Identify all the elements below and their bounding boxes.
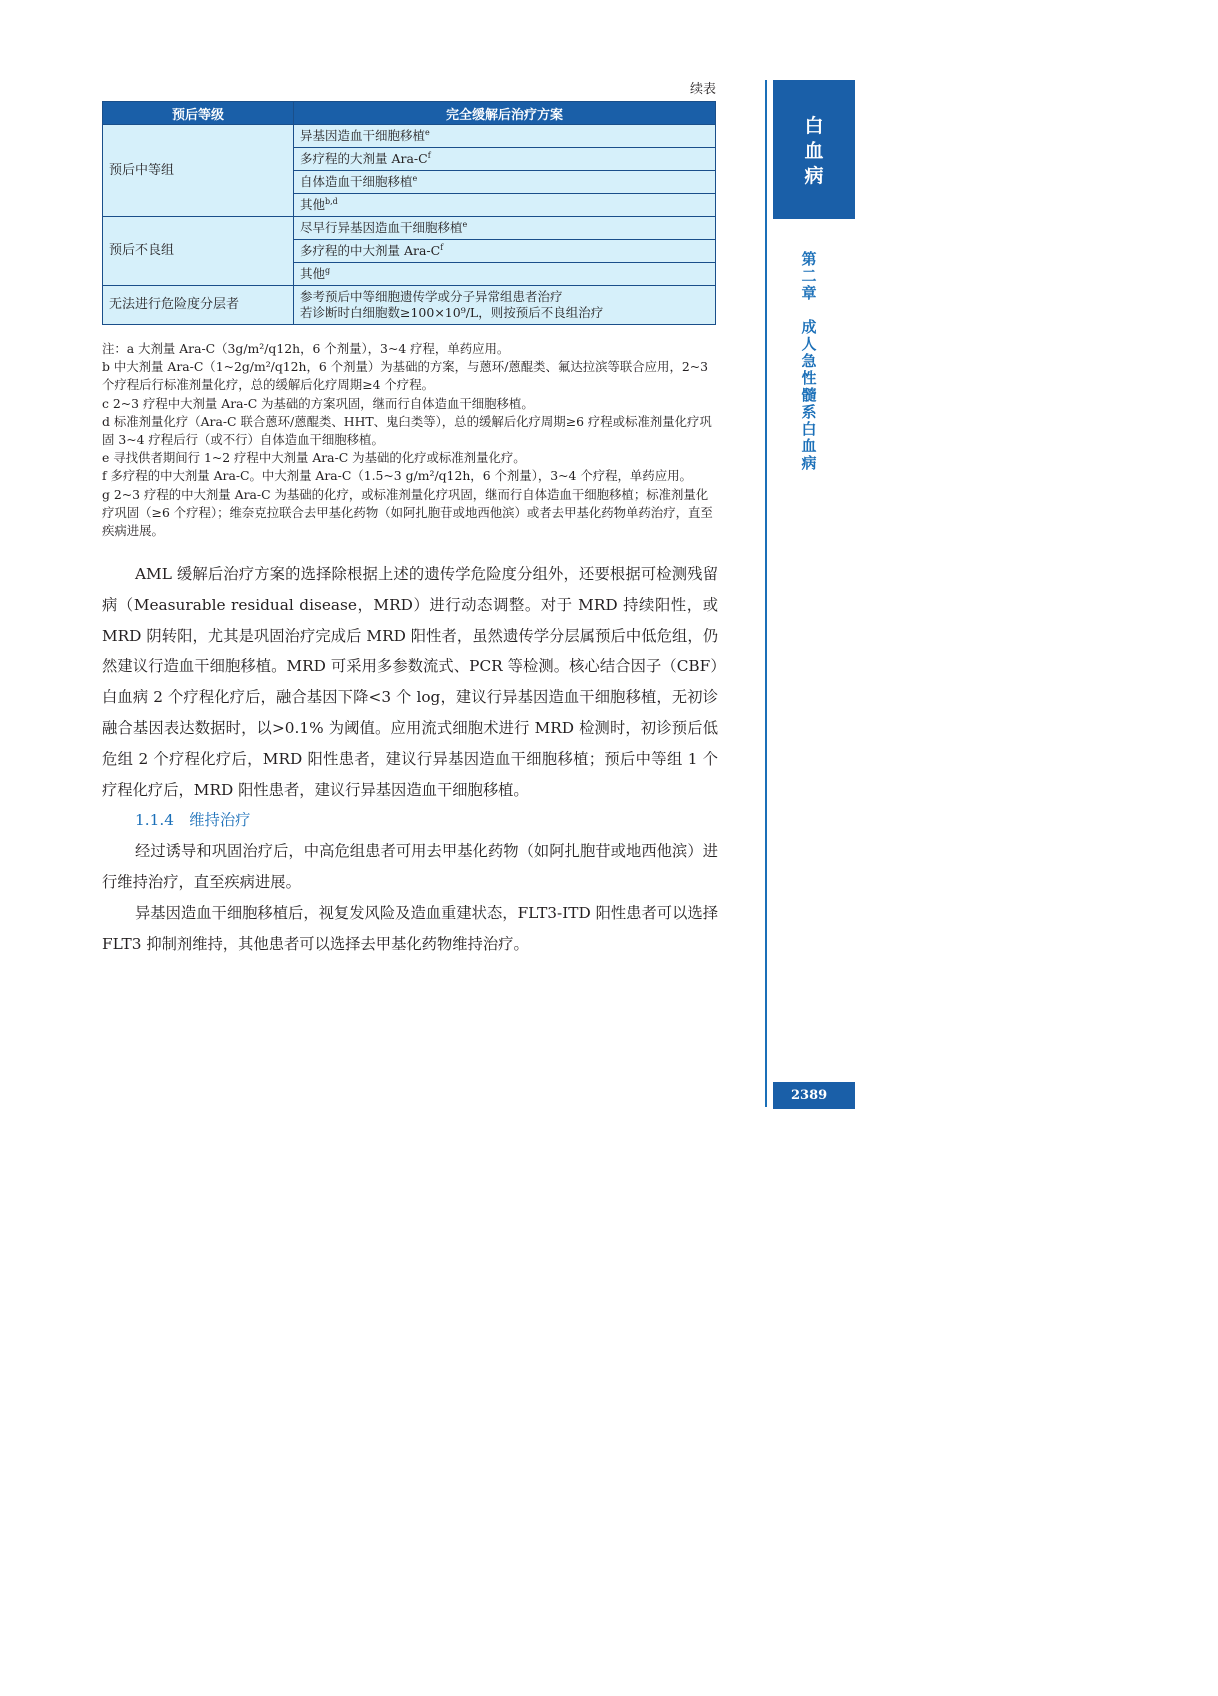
table-row — [103, 125, 716, 148]
header-prognosis: 预后等级 — [103, 102, 294, 125]
chapter-char: 血 — [801, 437, 817, 455]
continuation-label: 续表 — [689, 82, 716, 97]
chapter-char: 章 — [801, 284, 817, 302]
chapter-char: 髓 — [801, 386, 817, 404]
table-cell: 多疗程的中大剂量 Ara-$C^f$ — [294, 240, 716, 263]
regimen-table — [102, 101, 716, 325]
note-line: b 中大剂量 Ara-C（1~2g/m²/q12h，6 个剂量）为基础的方案，与蒽环/蒽醌类、氟达拉滨等联合应用，2~3 个疗程后行标准剂量化疗，总的缓解后化疗周期≥4 个疗程。 — [102, 359, 708, 393]
body-text — [102, 559, 718, 959]
table-cell: 多疗程的大剂量 Ara-$C^f$ — [294, 148, 716, 171]
chapter-char: 急 — [801, 352, 817, 370]
table-cell: 异基因造血干细胞移植$^e$ — [294, 125, 716, 148]
section-char: 病 — [804, 165, 824, 187]
group-cell: 预后不良组 — [103, 217, 294, 286]
table-row — [103, 286, 716, 325]
paragraph: 异基因造血干细胞移植后，视复发风险及造血重建状态，FLT3-ITD 阳性患者可以选择 FLT3 抑制剂维持，其他患者可以选择去甲基化药物维持治疗。 — [102, 903, 718, 953]
chapter-char: 性 — [801, 369, 817, 387]
paragraph: AML 缓解后治疗方案的选择除根据上述的遗传学危险度分组外，还要根据可检测残留病（Measurable residual disease，MRD）进行动态调整。对于 MRD 持续阳性，或 MRD 阴转阳，尤其是巩固治疗完成后 MRD 阳性者，虽然遗传学分层属预后中低危组，仍然建议行造血干细胞移植。MRD 可采用多参数流式、PCR 等检测。核心结合因子（CBF）白血病 2 个疗程化疗后，融合基因下降<3 个 log，建议行异基因造血干细胞移植，无初诊融合基因表达数据时，以>0.1% 为阈值。应用流式细胞术进行 MRD 检测时，初诊预后低危组 2 个疗程化疗后，MRD 阳性患者，建议行异基因造血干细胞移植；预后中等组 1 个疗程化疗后，MRD 阳性患者，建议行异基因造血干细胞移植。 — [102, 565, 718, 799]
chapter-char: 第 — [801, 250, 817, 268]
note-line: 注：a 大剂量 Ara-C（3g/m²/q12h，6 个剂量），3~4 疗程，单药应用。 — [102, 341, 510, 356]
section-char: 白 — [804, 115, 824, 137]
note-line: c 2~3 疗程中大剂量 Ara-C 为基础的方案巩固，继而行自体造血干细胞移植。 — [102, 395, 534, 411]
note-line: f 多疗程的中大剂量 Ara-C。中大剂量 Ara-C（1.5~3 g/m²/q12h，6 个剂量），3~4 个疗程，单药应用。 — [102, 468, 692, 484]
chapter-char: 成 — [801, 318, 817, 336]
table-cell: 尽早行异基因造血干细胞移植$^e$ — [294, 217, 716, 240]
paragraph: 经过诱导和巩固治疗后，中高危组患者可用去甲基化药物（如阿扎胞苷或地西他滨）进行维持治疗，直至疾病进展。 — [102, 842, 718, 891]
page-number: 2389 — [773, 1082, 855, 1109]
margin-rule — [765, 80, 767, 1107]
table-cell: 其他$^{b,d}$ — [294, 194, 716, 217]
chapter-char: 白 — [801, 420, 817, 438]
note-line: g 2~3 疗程的中大剂量 Ara-C 为基础的化疗，或标准剂量化疗巩固，继而行自体造血干细胞移植；标准剂量化疗巩固（≥6 个疗程）；维奈克拉联合去甲基化药物（如阿扎胞苷或地西他滨）或者去甲基化药物单药治疗，直至疾病进展。 — [102, 486, 713, 539]
table-notes — [102, 340, 718, 540]
chapter-title — [797, 251, 821, 472]
section-heading: 1.1.4 维持治疗 — [135, 811, 251, 830]
table-header-row — [103, 102, 716, 125]
table-cell: 参考预后中等细胞遗传学或分子异常组患者治疗 若诊断时白细胞数≥100×10⁹/L，则按预后不良组治疗 — [294, 286, 716, 325]
chapter-char: 病 — [801, 454, 817, 472]
chapter-char: 二 — [801, 267, 817, 285]
group-cell: 预后中等组 — [103, 125, 294, 217]
chapter-char: 系 — [801, 403, 817, 421]
chapter-char: 人 — [801, 335, 817, 353]
header-regimen: 完全缓解后治疗方案 — [294, 102, 716, 125]
note-line: d 标准剂量化疗（Ara-C 联合蒽环/蒽醌类、HHT、鬼臼类等），总的缓解后化疗周期≥6 疗程或标准剂量化疗巩固 3~4 疗程后行（或不行）自体造血干细胞移植。 — [102, 413, 712, 448]
table-row — [103, 217, 716, 240]
section-tab — [773, 80, 855, 219]
table-cell: 其他$^g$ — [294, 263, 716, 286]
section-char: 血 — [804, 140, 824, 162]
note-line: e 寻找供者期间行 1~2 疗程中大剂量 Ara-C 为基础的化疗或标准剂量化疗。 — [102, 450, 526, 466]
chapter-char — [797, 302, 821, 319]
group-cell: 无法进行危险度分层者 — [103, 286, 294, 325]
table-cell: 自体造血干细胞移植$^e$ — [294, 171, 716, 194]
